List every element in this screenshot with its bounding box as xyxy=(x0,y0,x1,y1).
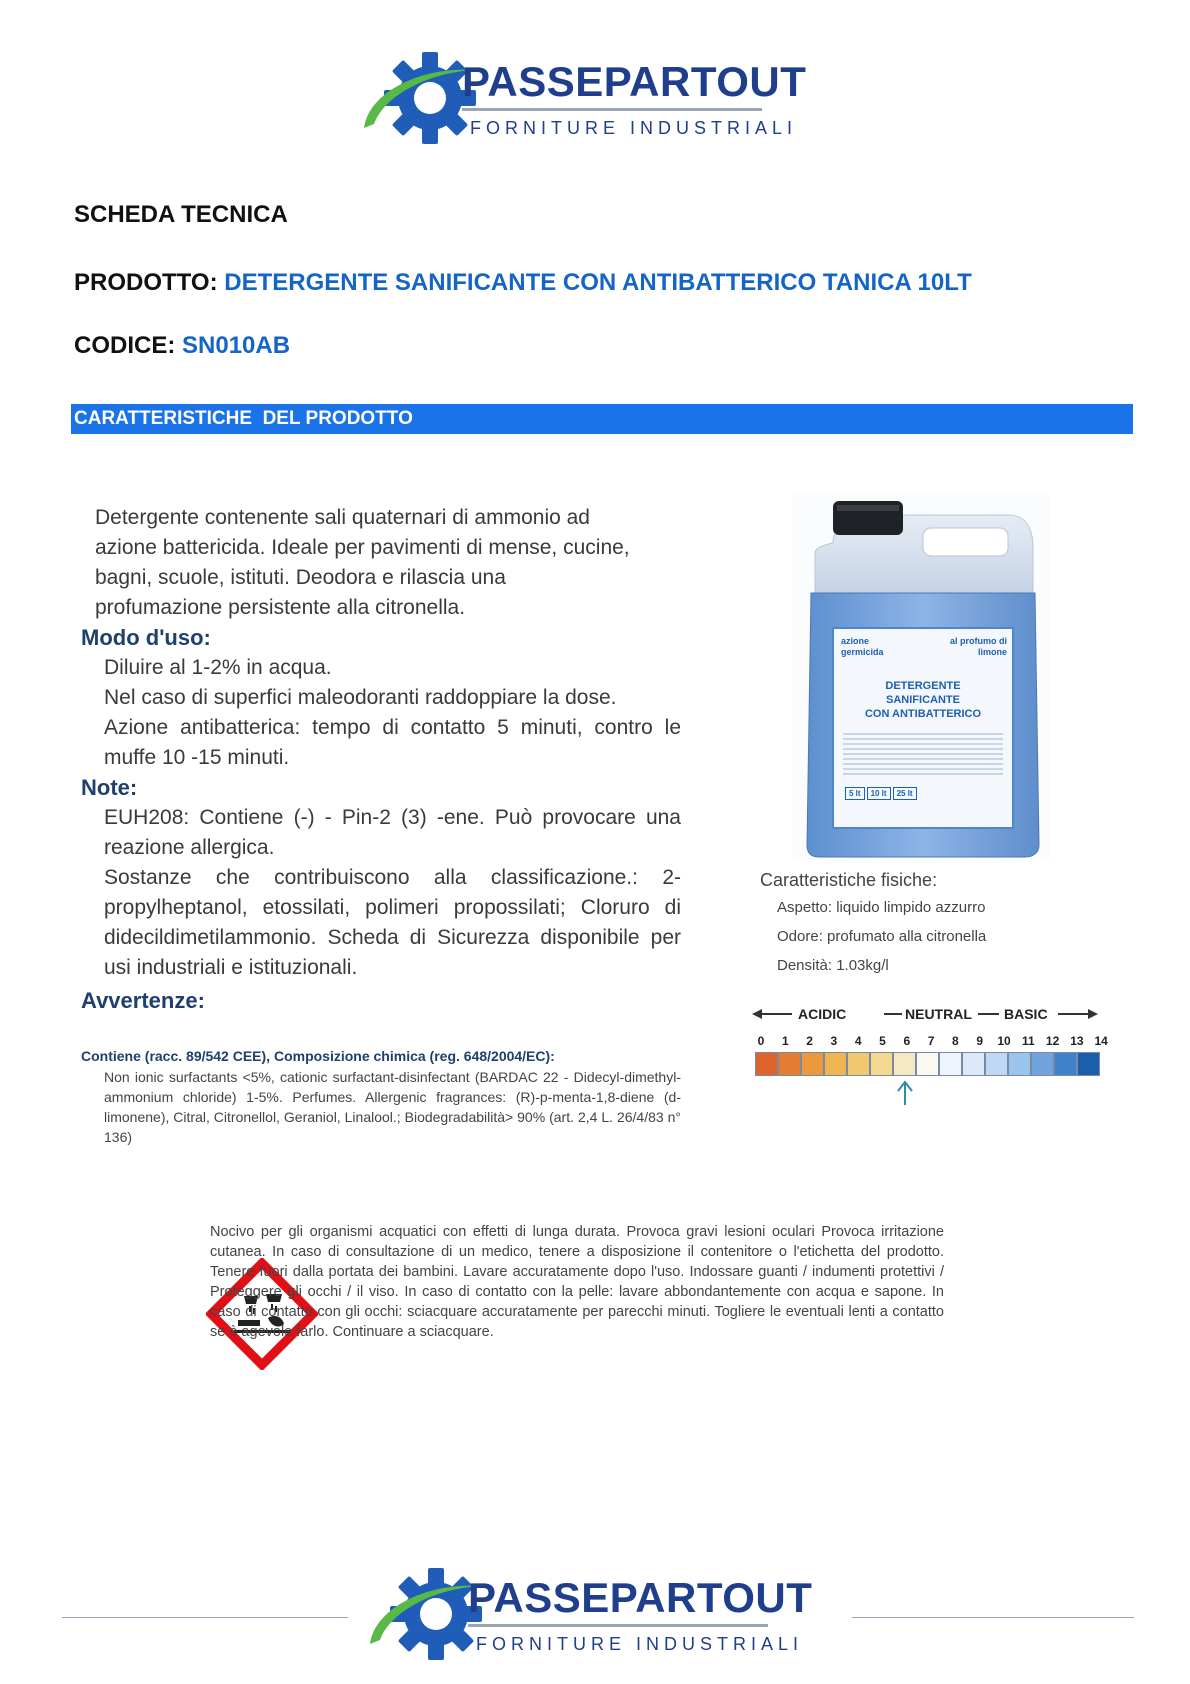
footer-rule-left xyxy=(62,1617,348,1618)
logo-tagline: FORNITURE INDUSTRIALI xyxy=(470,118,798,138)
ph-number: 4 xyxy=(854,1034,862,1048)
ph-basic-label: BASIC xyxy=(1004,1006,1048,1022)
footer-logo xyxy=(364,1560,834,1668)
physical-appearance: Aspetto: liquido limpido azzurro xyxy=(777,899,986,916)
ph-cell xyxy=(847,1052,870,1076)
ph-number: 14 xyxy=(1094,1034,1108,1048)
logo-underline xyxy=(468,1624,768,1627)
code-heading xyxy=(74,332,290,360)
usage-line: Diluire al 1-2% in acqua. xyxy=(104,656,332,679)
ph-cell xyxy=(755,1052,778,1076)
description-line: Detergente contenente sali quaternari di ammonio ad xyxy=(95,506,590,529)
ph-number: 7 xyxy=(927,1034,935,1048)
description-line: bagni, scuole, istituti. Deodora e rilascia una xyxy=(95,566,506,589)
ph-cell xyxy=(916,1052,939,1076)
ph-indicator-arrow-icon xyxy=(895,1079,915,1105)
label-title xyxy=(833,679,1013,721)
gear-logo-icon xyxy=(358,44,478,152)
ph-neutral-label: NEUTRAL xyxy=(905,1006,972,1022)
size-box: 5 lt xyxy=(845,787,865,800)
ph-scale xyxy=(752,1004,1108,1099)
ph-cell xyxy=(939,1052,962,1076)
ph-number: 3 xyxy=(830,1034,838,1048)
ph-number: 8 xyxy=(952,1034,959,1048)
notes-block xyxy=(104,803,681,983)
physical-density: Densità: 1.03kg/l xyxy=(777,957,889,974)
ph-number: 5 xyxy=(879,1034,886,1048)
ph-cell xyxy=(985,1052,1008,1076)
ph-cell xyxy=(824,1052,847,1076)
description-line: profumazione persistente alla citronella. xyxy=(95,596,466,619)
label-left: azione germicida xyxy=(841,636,884,657)
product-heading xyxy=(74,269,972,297)
code-label: CODICE: xyxy=(74,332,176,359)
usage-block xyxy=(104,653,681,773)
product-label: PRODOTTO: xyxy=(74,269,218,296)
composition-text: Non ionic surfactants <5%, cationic surfactant-disinfectant (BARDAC 22 - Didecyl-dimethyl-ammonium chloride) 1-5%. Perfumes. Allergenic fragrances: (R)-p-menta-1,8-diene (d-limonene), Citral, Citronellol, Geraniol, Linalool.; Biodegradabilità> 90% (art. 2,4 L. 26/4/83 n° 136) xyxy=(104,1069,681,1145)
ph-number: 10 xyxy=(997,1034,1011,1048)
hazard-text: Nocivo per gli organismi acquatici con effetti di lunga durata. Provoca gravi lesioni oculari Provoca irritazione cutanea. In caso di consultazione di un medico, tenere a disposizione il contenitore o l'etichetta del prodotto. Tenere fuori dalla portata dei bambini. Lavare accuratamente dopo l'uso. Indossare guanti / indumenti protettivi / Proteggere gli occhi / il viso. In caso di contatto con la pelle: lavare abbondantemente con acqua e sapone. In caso di contatto con gli occhi: sciacquare accuratamente per parecchi minuti. Togliere le eventuali lenti a contatto se è agevole farlo. Continuare a sciacquare. xyxy=(210,1224,944,1340)
ph-number: 9 xyxy=(976,1034,984,1048)
ph-cell xyxy=(1031,1052,1054,1076)
ph-cell xyxy=(1054,1052,1077,1076)
section-bar: CARATTERISTICHE DEL PRODOTTO xyxy=(71,404,1133,434)
label-fine-print xyxy=(843,733,1003,775)
logo-tagline: FORNITURE INDUSTRIALI xyxy=(476,1634,804,1654)
ph-number: 2 xyxy=(806,1034,813,1048)
code-value: SN010AB xyxy=(182,332,291,359)
ph-cell xyxy=(801,1052,824,1076)
physical-odor: Odore: profumato alla citronella xyxy=(777,928,987,945)
label-title-line: CON ANTIBATTERICO xyxy=(864,708,982,720)
doc-title: SCHEDA TECNICA xyxy=(74,201,288,228)
ph-cells xyxy=(755,1052,1101,1076)
ph-cell xyxy=(962,1052,985,1076)
label-right: al profumo di limone xyxy=(950,636,1007,657)
ph-number: 1 xyxy=(781,1034,789,1048)
ph-number: 6 xyxy=(903,1034,911,1048)
physical-title: Caratteristiche fisiche: xyxy=(760,870,938,890)
ph-number: 12 xyxy=(1045,1034,1060,1048)
warnings-title: Avvertenze: xyxy=(81,988,205,1013)
description-line: azione battericida. Ideale per pavimenti di mense, cucine, xyxy=(95,536,630,559)
logo-underline xyxy=(462,108,762,111)
ph-number: 11 xyxy=(1021,1034,1035,1048)
ph-cell xyxy=(1008,1052,1031,1076)
ph-cell xyxy=(1077,1052,1100,1076)
usage-line: Azione antibatterica: tempo di contatto 5 minuti, contro le muffe 10 -15 minuti. xyxy=(104,716,681,769)
product-description xyxy=(95,503,695,623)
notes-paragraph: Sostanze che contribuiscono alla classificazione.: 2-propylheptanol, etossilati, polimeri propossilati; Cloruro di didecildimetilammonio. Scheda di Sicurezza disponibile per usi industriali e istituzionali. xyxy=(104,866,681,979)
size-box: 25 lt xyxy=(893,787,917,800)
header-logo xyxy=(358,44,828,152)
usage-line: Nel caso di superfici maleodoranti raddoppiare la dose. xyxy=(104,686,617,709)
ph-number: 13 xyxy=(1070,1034,1084,1048)
logo-name: PASSEPARTOUT xyxy=(468,1574,813,1621)
jerrycan-illustration xyxy=(793,493,1050,860)
product-image xyxy=(793,493,1050,860)
ph-number: 0 xyxy=(757,1034,765,1048)
ph-cell xyxy=(778,1052,801,1076)
footer-rule-right xyxy=(852,1617,1134,1618)
logo-name: PASSEPARTOUT xyxy=(462,58,807,105)
composition-title: Contiene (racc. 89/542 CEE), Composizione chimica (reg. 648/2004/EC): xyxy=(81,1048,555,1064)
notes-paragraph: EUH208: Contiene (-) - Pin-2 (3) -ene. Può provocare una reazione allergica. xyxy=(104,806,681,859)
ph-acidic-label: ACIDIC xyxy=(798,1006,847,1022)
label-title-line: DETERGENTE xyxy=(885,680,961,692)
ph-numbers xyxy=(752,1034,1108,1050)
ph-cell xyxy=(893,1052,916,1076)
ph-cell xyxy=(870,1052,893,1076)
usage-title: Modo d'uso: xyxy=(81,625,211,650)
gear-logo-icon xyxy=(364,1560,484,1668)
product-value: DETERGENTE SANIFICANTE CON ANTIBATTERICO TANICA 10LT xyxy=(224,269,972,296)
label-title-line: SANIFICANTE xyxy=(886,694,960,706)
label-sizes xyxy=(845,787,917,800)
notes-title: Note: xyxy=(81,775,138,800)
size-box: 10 lt xyxy=(867,787,891,800)
